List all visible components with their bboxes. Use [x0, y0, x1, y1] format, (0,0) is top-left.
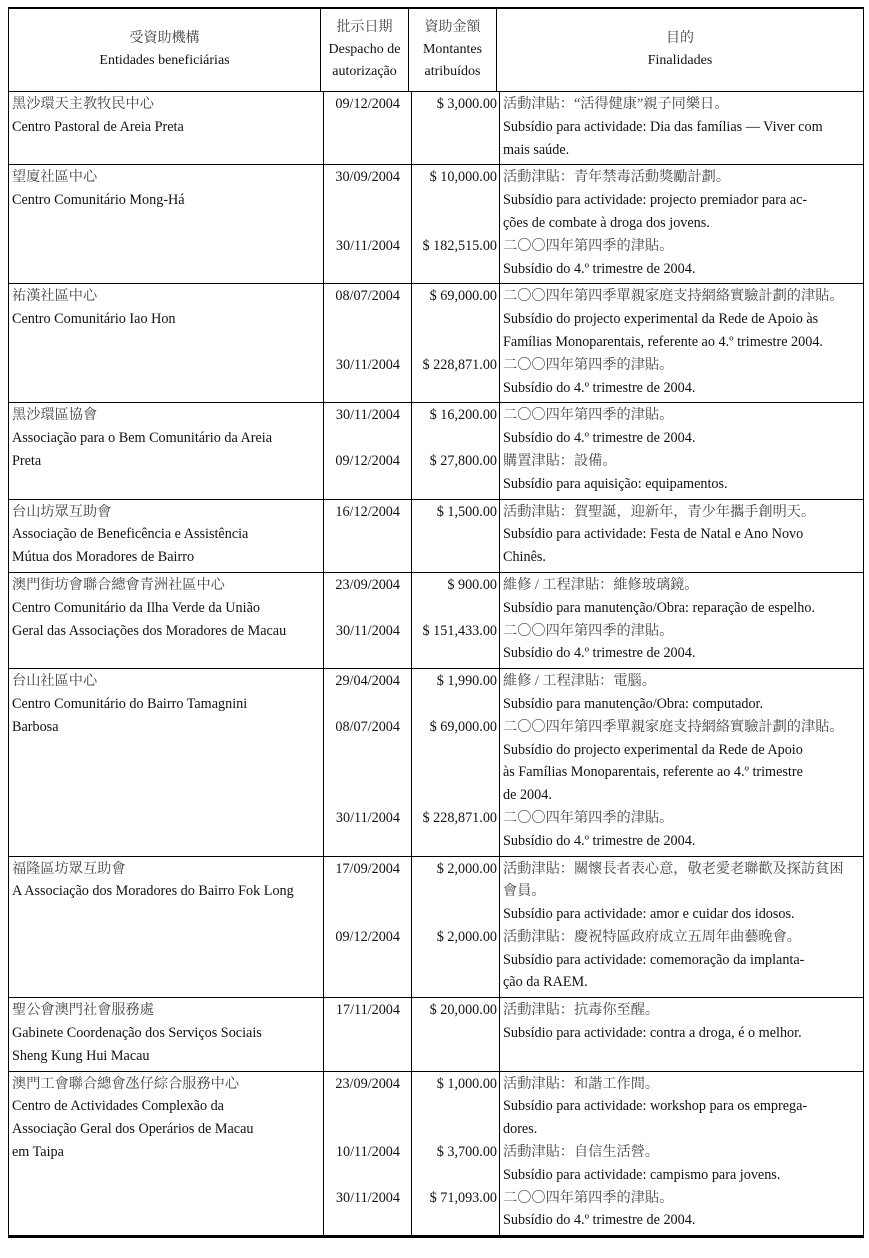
spacer [324, 739, 411, 762]
purpose-pt: Subsídio do 4.º trimestre de 2004. [503, 832, 696, 849]
date-entry [324, 858, 411, 926]
purpose-entry [503, 807, 863, 853]
entity-name-pt: A Associação dos Moradores do Bairro Fok Long [12, 883, 294, 900]
amount-entry [412, 1073, 499, 1141]
table-row [9, 500, 863, 573]
amount-cell [412, 669, 500, 855]
entity-name-zh: 黑沙環天主教牧民中心 [12, 96, 154, 112]
entity-name-zh: 黑沙環區協會 [12, 407, 98, 424]
amount-entry [412, 450, 499, 496]
header-amount-zh: 資助金額 [424, 20, 481, 35]
purpose-entry [503, 93, 863, 161]
purpose-entry [503, 404, 863, 450]
date-entry [324, 1141, 411, 1187]
date-entry [324, 926, 411, 994]
spacer [412, 473, 499, 496]
amount-entry [412, 285, 499, 353]
amount-value: $ 151,433.00 [422, 622, 497, 639]
amount-entry [412, 716, 499, 807]
purpose-entry [503, 166, 863, 234]
amount-cell [412, 92, 500, 164]
purpose-zh: 二〇〇四年第四季的津貼。 [503, 809, 674, 826]
spacer [324, 331, 411, 354]
spacer [324, 427, 411, 450]
spacer [324, 880, 411, 903]
spacer [324, 212, 411, 235]
spacer [412, 1022, 499, 1045]
purpose-pt: Subsídio do 4.º trimestre de 2004. [503, 645, 696, 662]
spacer [324, 642, 411, 665]
spacer [412, 1095, 499, 1118]
purpose-pt: Subsídio do 4.º trimestre de 2004. [503, 430, 696, 447]
amount-value: $ 69,000.00 [429, 288, 497, 305]
date-cell [324, 92, 412, 164]
purpose-pt: Subsídio para actividade: contra a droga, é o melhor. [503, 1025, 802, 1042]
spacer [412, 761, 499, 784]
entity-name-pt: Associação de Beneficência e Assistência [12, 526, 249, 543]
entity-name-pt: Centro de Actividades Complexão da [12, 1098, 224, 1115]
spacer [412, 949, 499, 972]
amount-entry [412, 404, 499, 450]
date-entry [324, 574, 411, 620]
entity-name-pt: em Taipa [12, 1144, 64, 1161]
entity-cell [9, 573, 324, 668]
purpose-pt: Subsídio para actividade: projecto premiador para ac- [503, 192, 808, 209]
date-entry [324, 404, 411, 450]
table-row [9, 165, 863, 284]
purpose-pt: ções de combate à droga dos jovens. [503, 214, 710, 231]
date-entry [324, 93, 411, 161]
header-purpose [497, 9, 863, 91]
amount-entry [412, 926, 499, 994]
entity-name-pt: Geral das Associações dos Moradores de Macau [12, 622, 287, 639]
table-row [9, 573, 863, 669]
table-header [9, 9, 863, 92]
purpose-zh: 二〇〇四年第四季的津貼。 [503, 1189, 674, 1206]
amount-value: $ 10,000.00 [429, 169, 497, 186]
spacer [412, 784, 499, 807]
spacer [412, 258, 499, 281]
date-cell [324, 1072, 412, 1236]
date-entry [324, 670, 411, 716]
table-row [9, 669, 863, 856]
spacer [324, 473, 411, 496]
amount-value: $ 20,000.00 [429, 1002, 497, 1019]
spacer [412, 212, 499, 235]
entity-cell [9, 165, 324, 283]
purpose-pt: Chinês. [503, 549, 546, 566]
amount-entry [412, 670, 499, 716]
amount-value: $ 2,000.00 [436, 860, 497, 877]
purpose-entry [503, 574, 863, 620]
entity-name-pt: Centro Comunitário Iao Hon [12, 311, 176, 328]
header-date-pt1: Despacho de [328, 42, 401, 57]
purpose-entry [503, 354, 863, 400]
amount-cell [412, 573, 500, 668]
spacer [324, 308, 411, 331]
spacer [412, 739, 499, 762]
date-entry [324, 1073, 411, 1141]
purpose-pt: Subsídio do 4.º trimestre de 2004. [503, 1212, 696, 1229]
purpose-pt: ção da RAEM. [503, 974, 588, 991]
spacer [324, 761, 411, 784]
amount-entry [412, 354, 499, 400]
dispatch-date: 09/12/2004 [335, 452, 400, 469]
entity-name-pt: Mútua dos Moradores de Bairro [12, 549, 195, 566]
amount-entry [412, 574, 499, 620]
header-amount-pt2: atribuídos [424, 64, 481, 79]
subsidy-table [8, 7, 864, 1238]
spacer [412, 331, 499, 354]
dispatch-date: 23/09/2004 [335, 576, 400, 593]
purpose-zh: 二〇〇四年第四季的津貼。 [503, 407, 674, 424]
purpose-zh: 二〇〇四年第四季的津貼。 [503, 356, 674, 373]
date-entry [324, 450, 411, 496]
dispatch-date: 30/11/2004 [335, 622, 400, 639]
amount-entry [412, 620, 499, 666]
amount-value: $ 27,800.00 [429, 452, 497, 469]
amount-value: $ 1,990.00 [436, 673, 497, 690]
purpose-cell [500, 573, 863, 668]
purpose-pt: Subsídio para manutenção/Obra: reparação de espelho. [503, 599, 816, 616]
entity-name-pt: Centro Comunitário do Bairro Tamagnini [12, 695, 248, 712]
entity-name-zh: 福隆區坊眾互助會 [12, 860, 126, 877]
purpose-entry [503, 501, 863, 569]
purpose-zh: 活動津貼：賀聖誕，迎新年，青少年攜手創明天。 [503, 503, 816, 520]
amount-cell [412, 857, 500, 998]
spacer [412, 880, 499, 903]
date-entry [324, 501, 411, 569]
table-row [9, 284, 863, 403]
entity-name-zh: 澳門工會聯合總會氹仔綜合服務中心 [12, 1075, 240, 1092]
entity-name-zh: 台山坊眾互助會 [12, 503, 112, 520]
date-entry [324, 620, 411, 666]
purpose-pt: Subsídio do projecto experimental da Rede de Apoio às [503, 311, 819, 328]
date-cell [324, 998, 412, 1070]
purpose-zh: 活動津貼：自信生活營。 [503, 1144, 660, 1161]
amount-value: $ 3,700.00 [436, 1144, 497, 1161]
purpose-cell [500, 669, 863, 855]
purpose-zh: 二〇〇四年第四季的津貼。 [503, 237, 674, 254]
purpose-pt: Subsídio para actividade: Dia das famílias — Viver com [503, 118, 823, 135]
table-row [9, 92, 863, 165]
entity-name-zh: 澳門街坊會聯合總會青洲社區中心 [12, 576, 225, 593]
purpose-pt: Subsídio do projecto experimental da Rede de Apoio [503, 741, 803, 758]
purpose-pt: Subsídio para manutenção/Obra: computador. [503, 695, 764, 712]
date-cell [324, 669, 412, 855]
spacer [412, 1118, 499, 1141]
date-entry [324, 354, 411, 400]
header-date-pt2: autorização [332, 64, 397, 79]
purpose-cell [500, 857, 863, 998]
purpose-pt: Subsídio para actividade: comemoração da implanta- [503, 951, 805, 968]
spacer [412, 597, 499, 620]
purpose-entry [503, 670, 863, 716]
date-cell [324, 284, 412, 402]
entity-name-zh: 祐漢社區中心 [12, 288, 98, 305]
spacer [412, 523, 499, 546]
purpose-entry [503, 1187, 863, 1233]
header-amount-pt1: Montantes [422, 42, 483, 57]
spacer [324, 377, 411, 400]
purpose-zh: 活動津貼：關懷長者表心意，敬老愛老聯歡及探訪貧困 [503, 860, 844, 877]
entity-cell [9, 500, 324, 572]
amount-cell [412, 284, 500, 402]
amount-cell [412, 1072, 500, 1236]
dispatch-date: 17/09/2004 [335, 860, 400, 877]
dispatch-date: 23/09/2004 [335, 1075, 400, 1092]
header-purpose-zh: 目的 [666, 31, 694, 46]
spacer [412, 189, 499, 212]
purpose-pt: Subsídio do 4.º trimestre de 2004. [503, 260, 696, 277]
spacer [412, 139, 499, 162]
header-entities-pt: Entidades beneficiárias [99, 53, 230, 68]
entity-name-pt: Associação para o Bem Comunitário da Areia [12, 430, 273, 447]
date-cell [324, 403, 412, 498]
purpose-entry [503, 285, 863, 353]
spacer [412, 693, 499, 716]
entity-name-pt: Gabinete Coordenação dos Serviços Sociais [12, 1025, 262, 1042]
purpose-entry [503, 450, 863, 496]
dispatch-date: 30/11/2004 [335, 237, 400, 254]
header-date [321, 9, 409, 91]
entity-cell [9, 998, 324, 1070]
spacer [324, 597, 411, 620]
date-entry [324, 999, 411, 1045]
amount-value: $ 900.00 [447, 576, 497, 593]
amount-value: $ 1,000.00 [436, 1075, 497, 1092]
amount-entry [412, 807, 499, 853]
entity-cell [9, 669, 324, 855]
dispatch-date: 30/09/2004 [335, 169, 400, 186]
purpose-pt: Famílias Monoparentais, referente ao 4.º trimestre 2004. [503, 333, 823, 350]
entity-cell [9, 284, 324, 402]
amount-entry [412, 235, 499, 281]
spacer [412, 1164, 499, 1187]
spacer [324, 139, 411, 162]
purpose-cell [500, 403, 863, 498]
purpose-zh: 二〇〇四年第四季單親家庭支持網絡實驗計劃的津貼。 [503, 718, 844, 735]
amount-entry [412, 1141, 499, 1187]
date-entry [324, 235, 411, 281]
date-entry [324, 716, 411, 807]
dispatch-date: 09/12/2004 [335, 928, 400, 945]
table-row [9, 857, 863, 999]
amount-value: $ 1,500.00 [436, 503, 497, 520]
entity-name-pt: Preta [12, 452, 42, 469]
amount-cell [412, 403, 500, 498]
amount-entry [412, 858, 499, 926]
spacer [324, 903, 411, 926]
header-entities [9, 9, 321, 91]
purpose-entry [503, 235, 863, 281]
spacer [412, 116, 499, 139]
purpose-zh: 活動津貼：青年禁毒活動獎勵計劃。 [503, 169, 731, 186]
spacer [324, 523, 411, 546]
entity-name-pt: Centro Comunitário da Ilha Verde da União [12, 599, 260, 616]
spacer [412, 546, 499, 569]
dispatch-date: 16/12/2004 [335, 503, 400, 520]
purpose-pt: Subsídio para actividade: Festa de Natal e Ano Novo [503, 526, 804, 543]
entity-name-pt: Centro Pastoral de Areia Preta [12, 118, 184, 135]
entity-name-pt: Barbosa [12, 718, 59, 735]
header-amount [409, 9, 497, 91]
dispatch-date: 29/04/2004 [335, 673, 400, 690]
amount-entry [412, 999, 499, 1045]
amount-cell [412, 165, 500, 283]
spacer [324, 693, 411, 716]
dispatch-date: 10/11/2004 [335, 1144, 400, 1161]
entity-name-zh: 望廈社區中心 [12, 169, 98, 186]
table-row [9, 998, 863, 1071]
purpose-zh: 維修 / 工程津貼：維修玻璃鏡。 [503, 576, 699, 593]
dispatch-date: 17/11/2004 [335, 1002, 400, 1019]
purpose-pt: mais saúde. [503, 141, 570, 158]
purpose-entry [503, 1141, 863, 1187]
amount-value: $ 3,000.00 [436, 96, 497, 112]
amount-value: $ 2,000.00 [436, 928, 497, 945]
entity-name-pt: Sheng Kung Hui Macau [12, 1047, 150, 1064]
date-cell [324, 165, 412, 283]
purpose-pt: Subsídio para actividade: campismo para jovens. [503, 1166, 781, 1183]
spacer [412, 830, 499, 853]
purpose-pt: Subsídio do 4.º trimestre de 2004. [503, 379, 696, 396]
spacer [324, 949, 411, 972]
purpose-entry [503, 926, 863, 994]
spacer [324, 1164, 411, 1187]
entity-name-pt: Centro Comunitário Mong-Há [12, 192, 185, 209]
purpose-zh: 活動津貼：和諧工作間。 [503, 1075, 660, 1092]
purpose-pt: dores. [503, 1121, 538, 1138]
purpose-entry [503, 858, 863, 926]
amount-cell [412, 998, 500, 1070]
table-row [9, 1072, 863, 1236]
dispatch-date: 30/11/2004 [335, 1189, 400, 1206]
dispatch-date: 09/12/2004 [335, 96, 400, 112]
entity-name-zh: 聖公會澳門社會服務處 [12, 1002, 154, 1019]
purpose-entry [503, 1073, 863, 1141]
date-entry [324, 807, 411, 853]
purpose-pt: Subsídio para aquisição: equipamentos. [503, 475, 728, 492]
purpose-zh: 活動津貼：抗毒你至醒。 [503, 1002, 660, 1019]
spacer [412, 1209, 499, 1232]
entity-name-pt: Associação Geral dos Operários de Macau [12, 1121, 254, 1138]
spacer [324, 1118, 411, 1141]
purpose-entry [503, 716, 863, 807]
purpose-zh: 購置津貼：設備。 [503, 452, 617, 469]
spacer [324, 258, 411, 281]
dispatch-date: 08/07/2004 [335, 718, 400, 735]
amount-entry [412, 1187, 499, 1233]
amount-entry [412, 93, 499, 161]
dispatch-date: 30/11/2004 [335, 356, 400, 373]
purpose-cell [500, 92, 863, 164]
purpose-cell [500, 165, 863, 283]
purpose-entry [503, 620, 863, 666]
entity-cell [9, 1072, 324, 1236]
purpose-zh: 活動津貼：慶祝特區政府成立五周年曲藝晚會。 [503, 928, 801, 945]
date-cell [324, 500, 412, 572]
amount-value: $ 16,200.00 [429, 407, 497, 424]
spacer [324, 116, 411, 139]
purpose-cell [500, 998, 863, 1070]
spacer [412, 903, 499, 926]
spacer [412, 377, 499, 400]
spacer [412, 427, 499, 450]
entity-cell [9, 857, 324, 998]
spacer [324, 784, 411, 807]
purpose-pt: de 2004. [503, 787, 552, 804]
spacer [324, 1022, 411, 1045]
purpose-zh: 維修 / 工程津貼：電腦。 [503, 673, 656, 690]
date-cell [324, 857, 412, 998]
header-date-zh: 批示日期 [336, 20, 393, 35]
purpose-entry [503, 999, 863, 1045]
purpose-zh: 會員。 [503, 883, 546, 900]
purpose-zh: 活動津貼：“活得健康”親子同樂日。 [503, 96, 729, 112]
amount-entry [412, 501, 499, 569]
amount-entry [412, 166, 499, 234]
spacer [412, 642, 499, 665]
amount-value: $ 228,871.00 [422, 356, 497, 373]
header-purpose-pt: Finalidades [647, 53, 713, 68]
date-entry [324, 166, 411, 234]
purpose-cell [500, 284, 863, 402]
amount-value: $ 182,515.00 [422, 237, 497, 254]
entity-name-zh: 台山社區中心 [12, 673, 98, 690]
date-entry [324, 1187, 411, 1233]
spacer [324, 546, 411, 569]
spacer [324, 1095, 411, 1118]
purpose-zh: 二〇〇四年第四季單親家庭支持網絡實驗計劃的津貼。 [503, 288, 844, 305]
purpose-cell [500, 1072, 863, 1236]
dispatch-date: 30/11/2004 [335, 809, 400, 826]
purpose-zh: 二〇〇四年第四季的津貼。 [503, 622, 674, 639]
spacer [412, 308, 499, 331]
date-entry [324, 285, 411, 353]
purpose-pt: às Famílias Monoparentais, referente ao 4.º trimestre [503, 764, 803, 781]
dispatch-date: 08/07/2004 [335, 288, 400, 305]
spacer [324, 830, 411, 853]
entity-cell [9, 403, 324, 498]
spacer [324, 1209, 411, 1232]
purpose-pt: Subsídio para actividade: amor e cuidar dos idosos. [503, 906, 795, 923]
spacer [324, 189, 411, 212]
header-entities-zh: 受資助機構 [129, 31, 200, 46]
amount-value: $ 228,871.00 [422, 809, 497, 826]
purpose-pt: Subsídio para actividade: workshop para os emprega- [503, 1098, 808, 1115]
date-cell [324, 573, 412, 668]
entity-cell [9, 92, 324, 164]
dispatch-date: 30/11/2004 [335, 407, 400, 424]
amount-value: $ 69,000.00 [429, 718, 497, 735]
amount-value: $ 71,093.00 [429, 1189, 497, 1206]
purpose-cell [500, 500, 863, 572]
spacer [412, 971, 499, 994]
table-row [9, 403, 863, 499]
spacer [324, 971, 411, 994]
amount-cell [412, 500, 500, 572]
